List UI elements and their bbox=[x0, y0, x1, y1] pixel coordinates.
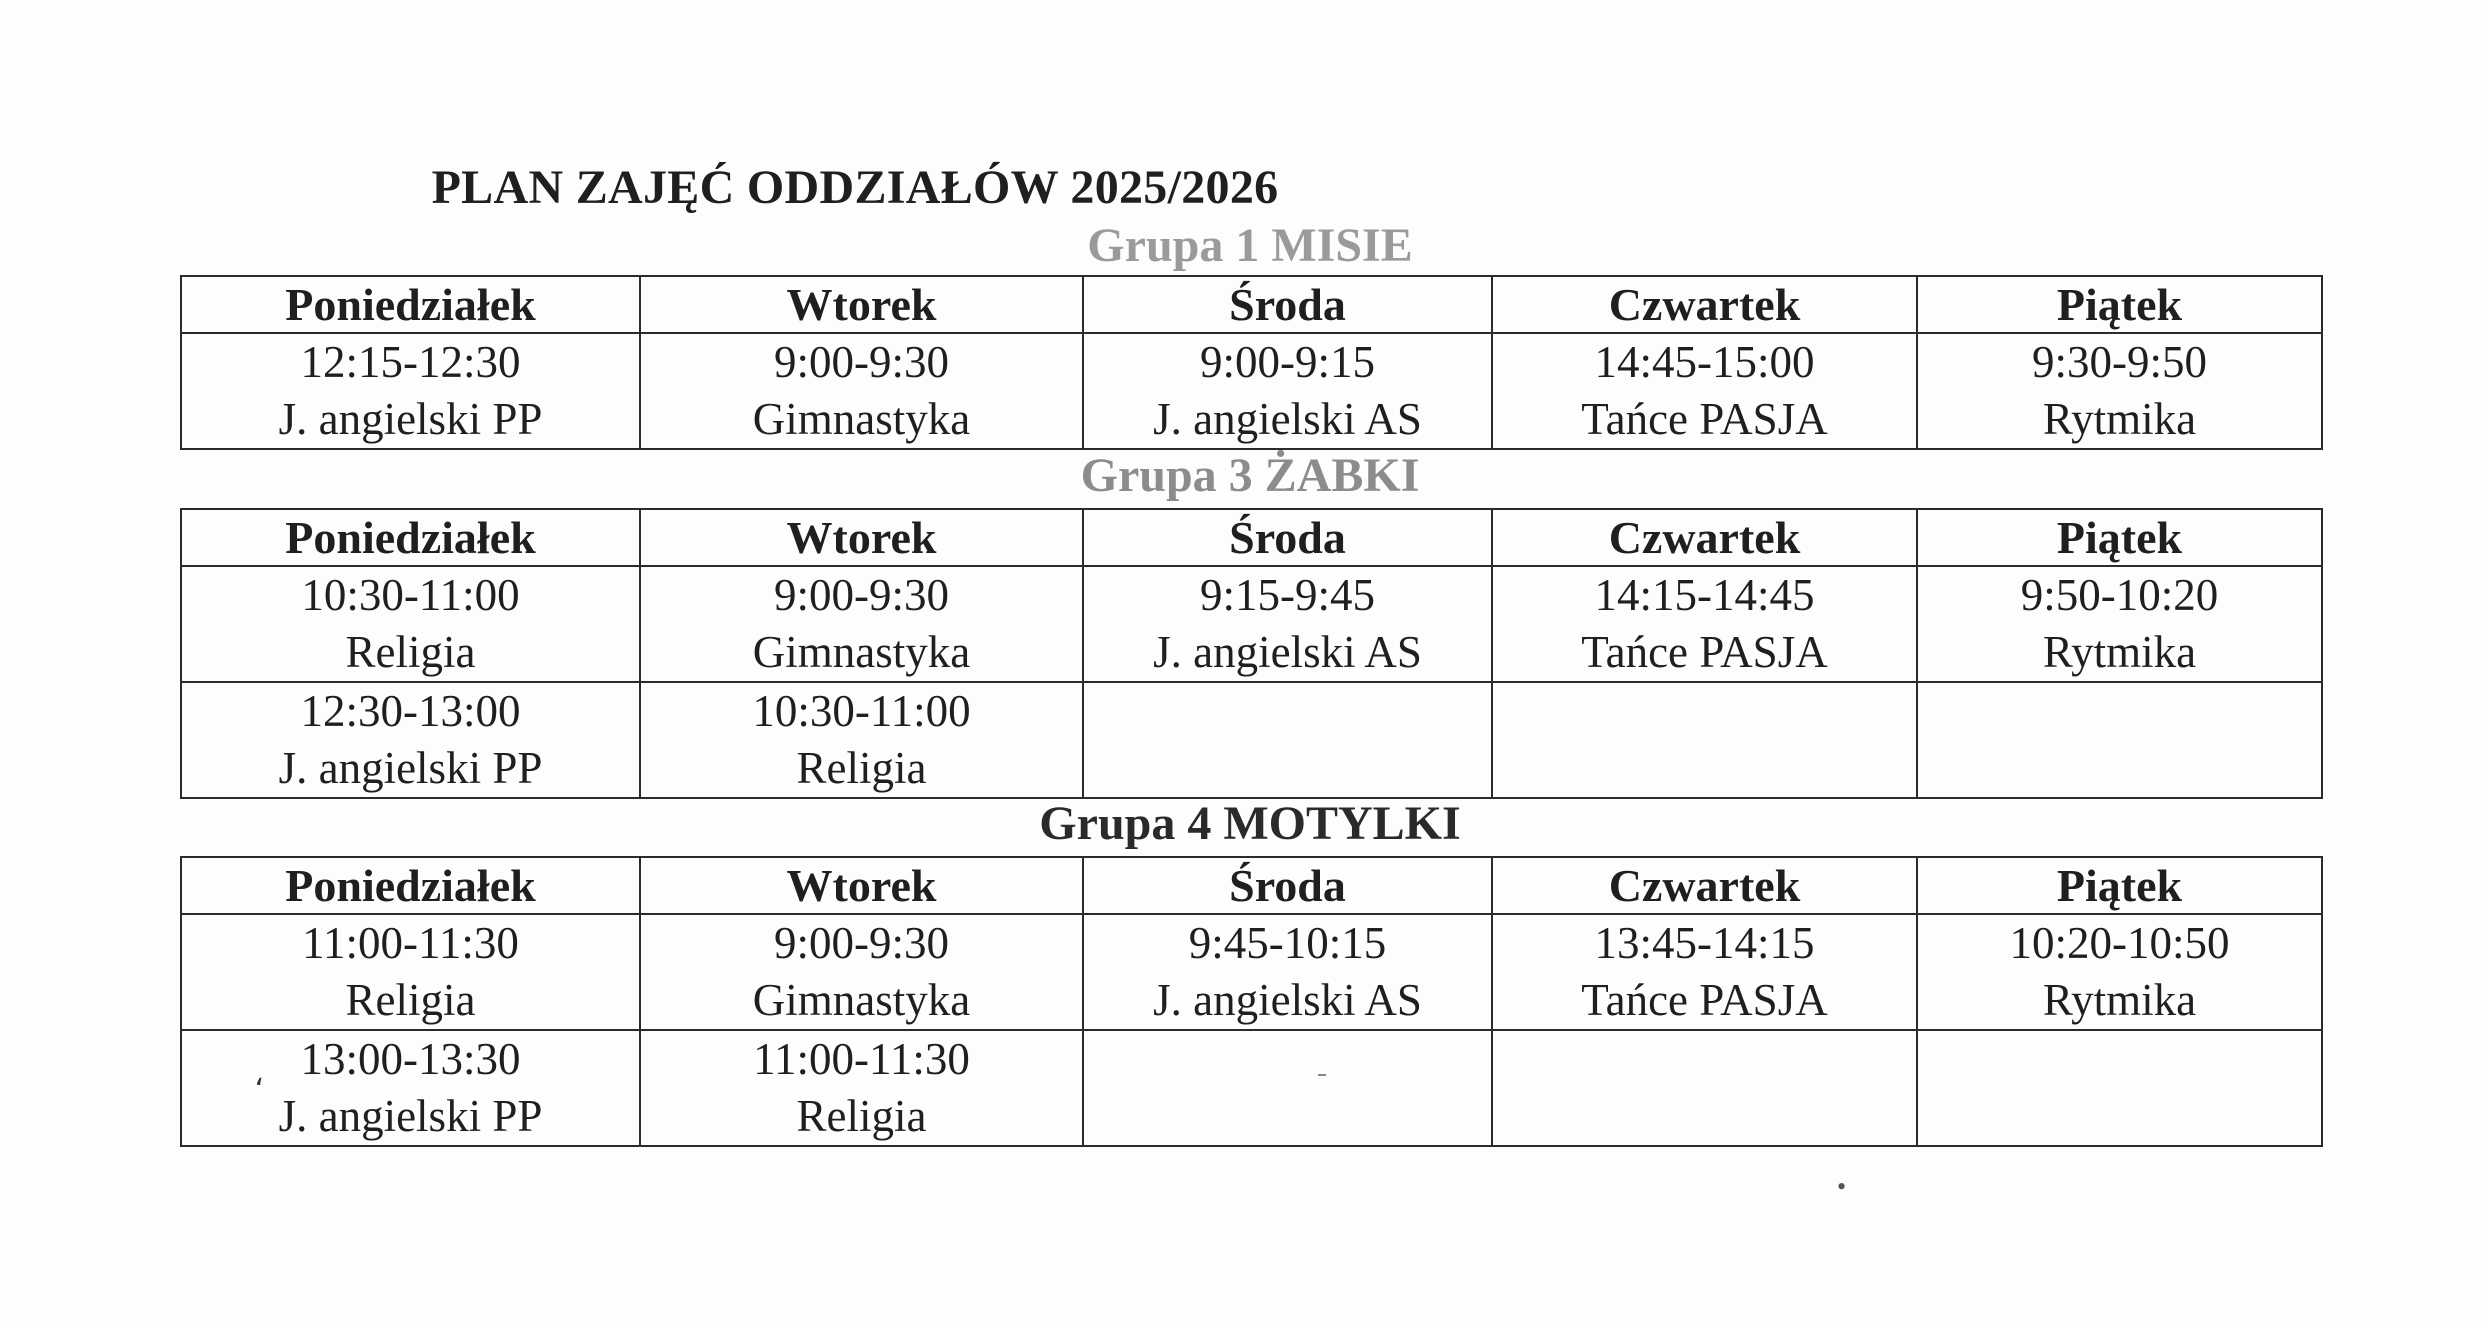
scan-artifact-dot: • bbox=[1837, 1172, 1847, 1201]
table-row bbox=[181, 682, 2322, 798]
schedule-cell bbox=[640, 1030, 1083, 1146]
cell-subject: Tańce PASJA bbox=[1581, 394, 1828, 444]
cell-time: 12:15-12:30 bbox=[300, 337, 521, 387]
schedule-cell bbox=[181, 566, 640, 682]
schedule-cell bbox=[1917, 566, 2322, 682]
day-header: Czwartek bbox=[1492, 276, 1917, 333]
schedule-cell-empty bbox=[1917, 682, 2322, 798]
day-header: Poniedziałek bbox=[181, 276, 640, 333]
schedule-cell bbox=[181, 914, 640, 1030]
day-header: Środa bbox=[1083, 509, 1492, 566]
table-row bbox=[181, 333, 2322, 449]
cell-subject: Rytmika bbox=[2042, 394, 2197, 444]
cell-time: 9:50-10:20 bbox=[2020, 570, 2219, 620]
schedule-cell bbox=[1917, 333, 2322, 449]
cell-subject: Religia bbox=[345, 975, 476, 1025]
cell-time: 9:30-9:50 bbox=[2032, 337, 2207, 387]
day-header: Czwartek bbox=[1492, 857, 1917, 914]
day-header: Wtorek bbox=[640, 857, 1083, 914]
day-header: Środa bbox=[1083, 276, 1492, 333]
header-row bbox=[181, 276, 2322, 333]
day-header: Piątek bbox=[1917, 509, 2322, 566]
scan-artifact-mark: ، bbox=[254, 1059, 264, 1092]
cell-subject: Religia bbox=[796, 743, 927, 793]
cell-subject: Rytmika bbox=[2042, 627, 2197, 677]
day-header: Piątek bbox=[1917, 857, 2322, 914]
cell-subject: J. angielski PP bbox=[278, 743, 543, 793]
schedule-cell-empty bbox=[1083, 682, 1492, 798]
group-heading-motylki: Grupa 4 MOTYLKI bbox=[1039, 797, 1461, 850]
schedule-cell bbox=[640, 682, 1083, 798]
day-header: Czwartek bbox=[1492, 509, 1917, 566]
schedule-cell bbox=[181, 333, 640, 449]
schedule-cell bbox=[640, 333, 1083, 449]
table-row bbox=[181, 566, 2322, 682]
cell-time: 11:00-11:30 bbox=[753, 1034, 970, 1084]
cell-time: 10:20-10:50 bbox=[2009, 918, 2230, 968]
cell-time: 10:30-11:00 bbox=[752, 686, 971, 736]
cell-time: 13:00-13:30 bbox=[300, 1034, 521, 1084]
schedule-cell-empty bbox=[1492, 1030, 1917, 1146]
cell-subject: Rytmika bbox=[2042, 975, 2197, 1025]
cell-time: 9:00-9:30 bbox=[774, 918, 949, 968]
day-header: Wtorek bbox=[640, 509, 1083, 566]
schedule-table-motylki bbox=[180, 856, 2323, 1147]
day-header: Środa bbox=[1083, 857, 1492, 914]
table-row bbox=[181, 1030, 2322, 1146]
cell-time: 9:00-9:30 bbox=[774, 570, 949, 620]
cell-subject: Gimnastyka bbox=[752, 975, 971, 1025]
scan-artifact-dash bbox=[1318, 1074, 1326, 1076]
cell-subject: J. angielski PP bbox=[278, 1091, 543, 1141]
schedule-cell bbox=[181, 1030, 640, 1146]
schedule-cell bbox=[1083, 566, 1492, 682]
header-row bbox=[181, 509, 2322, 566]
cell-subject: J. angielski AS bbox=[1153, 394, 1422, 444]
cell-time: 9:00-9:30 bbox=[774, 337, 949, 387]
schedule-cell bbox=[1492, 566, 1917, 682]
cell-time: 12:30-13:00 bbox=[300, 686, 521, 736]
schedule-cell bbox=[1083, 914, 1492, 1030]
day-header: Poniedziałek bbox=[181, 857, 640, 914]
cell-time: 10:30-11:00 bbox=[301, 570, 520, 620]
schedule-table-zabki bbox=[180, 508, 2323, 799]
cell-subject: Religia bbox=[796, 1091, 927, 1141]
schedule-cell-empty bbox=[1917, 1030, 2322, 1146]
schedule-cell bbox=[181, 682, 640, 798]
cell-time: 9:00-9:15 bbox=[1200, 337, 1375, 387]
schedule-cell-empty bbox=[1492, 682, 1917, 798]
document-title: PLAN ZAJĘĆ ODDZIAŁÓW 2025/2026 bbox=[431, 161, 1279, 214]
cell-time: 13:45-14:15 bbox=[1594, 918, 1815, 968]
cell-subject: Tańce PASJA bbox=[1581, 975, 1828, 1025]
cell-time: 11:00-11:30 bbox=[302, 918, 519, 968]
group-heading-misie: Grupa 1 MISIE bbox=[1087, 219, 1413, 272]
schedule-cell bbox=[640, 566, 1083, 682]
schedule-cell-empty bbox=[1083, 1030, 1492, 1146]
day-header: Wtorek bbox=[640, 276, 1083, 333]
cell-time: 14:15-14:45 bbox=[1594, 570, 1815, 620]
header-row bbox=[181, 857, 2322, 914]
schedule-table-misie bbox=[180, 275, 2323, 450]
cell-subject: Gimnastyka bbox=[752, 627, 971, 677]
cell-subject: J. angielski AS bbox=[1153, 975, 1422, 1025]
table-row bbox=[181, 914, 2322, 1030]
schedule-cell bbox=[1917, 914, 2322, 1030]
cell-time: 9:45-10:15 bbox=[1188, 918, 1387, 968]
cell-time: 14:45-15:00 bbox=[1594, 337, 1815, 387]
cell-subject: Tańce PASJA bbox=[1581, 627, 1828, 677]
cell-subject: J. angielski AS bbox=[1153, 627, 1422, 677]
cell-subject: J. angielski PP bbox=[278, 394, 543, 444]
schedule-cell bbox=[1492, 914, 1917, 1030]
day-header: Piątek bbox=[1917, 276, 2322, 333]
schedule-cell bbox=[1083, 333, 1492, 449]
schedule-cell bbox=[1492, 333, 1917, 449]
cell-subject: Religia bbox=[345, 627, 476, 677]
cell-subject: Gimnastyka bbox=[752, 394, 971, 444]
cell-time: 9:15-9:45 bbox=[1200, 570, 1375, 620]
schedule-cell bbox=[640, 914, 1083, 1030]
group-heading-zabki: Grupa 3 ŻABKI bbox=[1080, 449, 1420, 502]
day-header: Poniedziałek bbox=[181, 509, 640, 566]
